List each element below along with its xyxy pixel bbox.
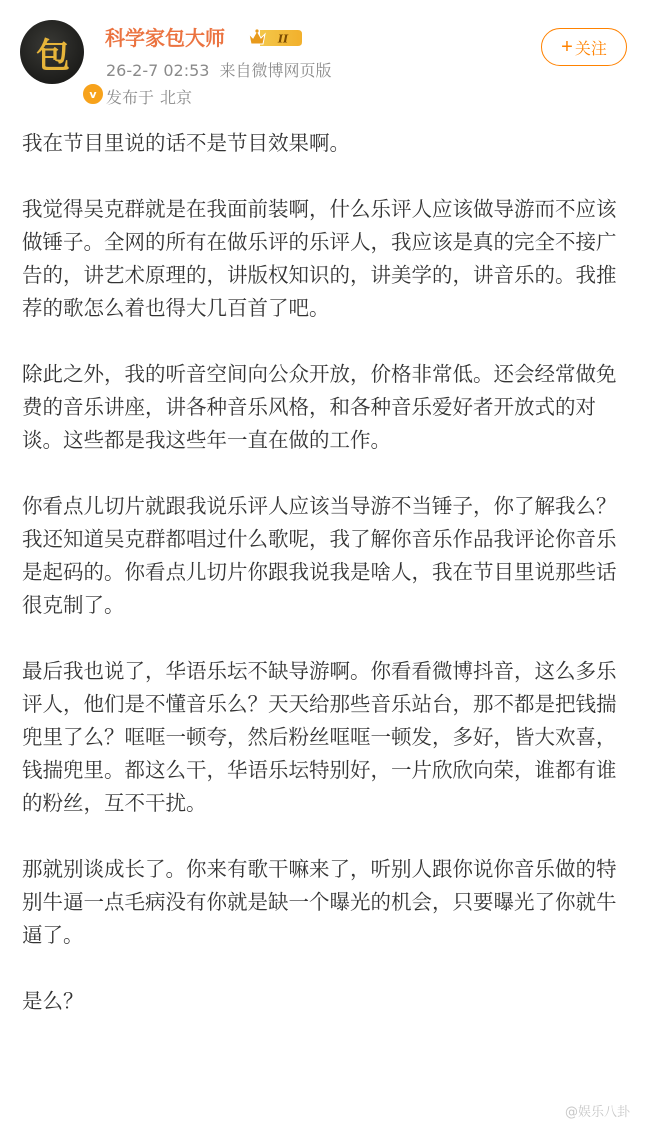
location-prefix: 发布于	[106, 88, 155, 107]
post-content	[22, 127, 628, 1051]
follow-button[interactable]	[541, 28, 627, 66]
plus-icon: +	[561, 36, 573, 58]
author-avatar[interactable]	[20, 20, 97, 101]
post-paragraph: 你看点儿切片就跟我说乐评人应该当导游不当锤子，你了解我么？我还知道吴克群都唱过什么歌呢，我了解你音乐作品我评论你音乐是起码的。你看点儿切片你跟我说我是啥人，我在节目里说那些话很克制了。	[22, 494, 617, 617]
post-paragraph: 最后我也说了，华语乐坛不缺导游啊。你看看微博抖音，这么多乐评人，他们是不懂音乐么？天天给那些音乐站台，那不都是把钱揣兜里了么？哐哐一顿夸，然后粉丝哐哐一顿发，多好，皆大欢喜，钱揣兜里。都这么干，华语乐坛特别好，一片欣欣向荣，谁都有谁的粉丝，互不干扰。	[22, 659, 617, 815]
post-paragraph: 那就别谈成长了。你来有歌干嘛来了，听别人跟你说你音乐做的特别牛逼一点毛病没有你就是缺一个曝光的机会，只要曝光了你就牛逼了。	[22, 857, 617, 947]
post-source: 来自微博网页版	[219, 61, 332, 80]
post-meta	[106, 60, 331, 82]
svg-text:v: v	[89, 88, 97, 101]
avatar-logo-text: 包	[36, 35, 68, 76]
post-paragraph: 我在节目里说的话不是节目效果啊。	[22, 131, 350, 155]
watermark: @娱乐八卦	[565, 1105, 631, 1120]
post-paragraph: 我觉得吴克群就是在我面前装啊，什么乐评人应该做导游而不应该做锤子。全网的所有在做乐评的乐评人，我应该是真的完全不接广告的，讲艺术原理的，讲版权知识的，讲美学的，讲音乐的。我推荐的歌怎么着也得大几百首了吧。	[22, 197, 617, 320]
member-level-badge-icon[interactable]	[246, 27, 304, 49]
verified-badge-icon	[81, 82, 105, 106]
location-name: 北京	[160, 88, 193, 107]
post-location	[106, 87, 192, 109]
post-paragraph: 是么？	[22, 989, 84, 1013]
member-level-text: II	[277, 32, 289, 46]
follow-label: 关注	[574, 40, 607, 58]
author-name[interactable]: 科学家包大师	[105, 26, 225, 50]
post-paragraph: 除此之外，我的听音空间向公众开放，价格非常低。还会经常做免费的音乐讲座，讲各种音乐风格，和各种音乐爱好者开放式的对谈。这些都是我这些年一直在做的工作。	[22, 362, 617, 452]
post-time[interactable]: 26-2-7 02:53	[106, 61, 210, 80]
